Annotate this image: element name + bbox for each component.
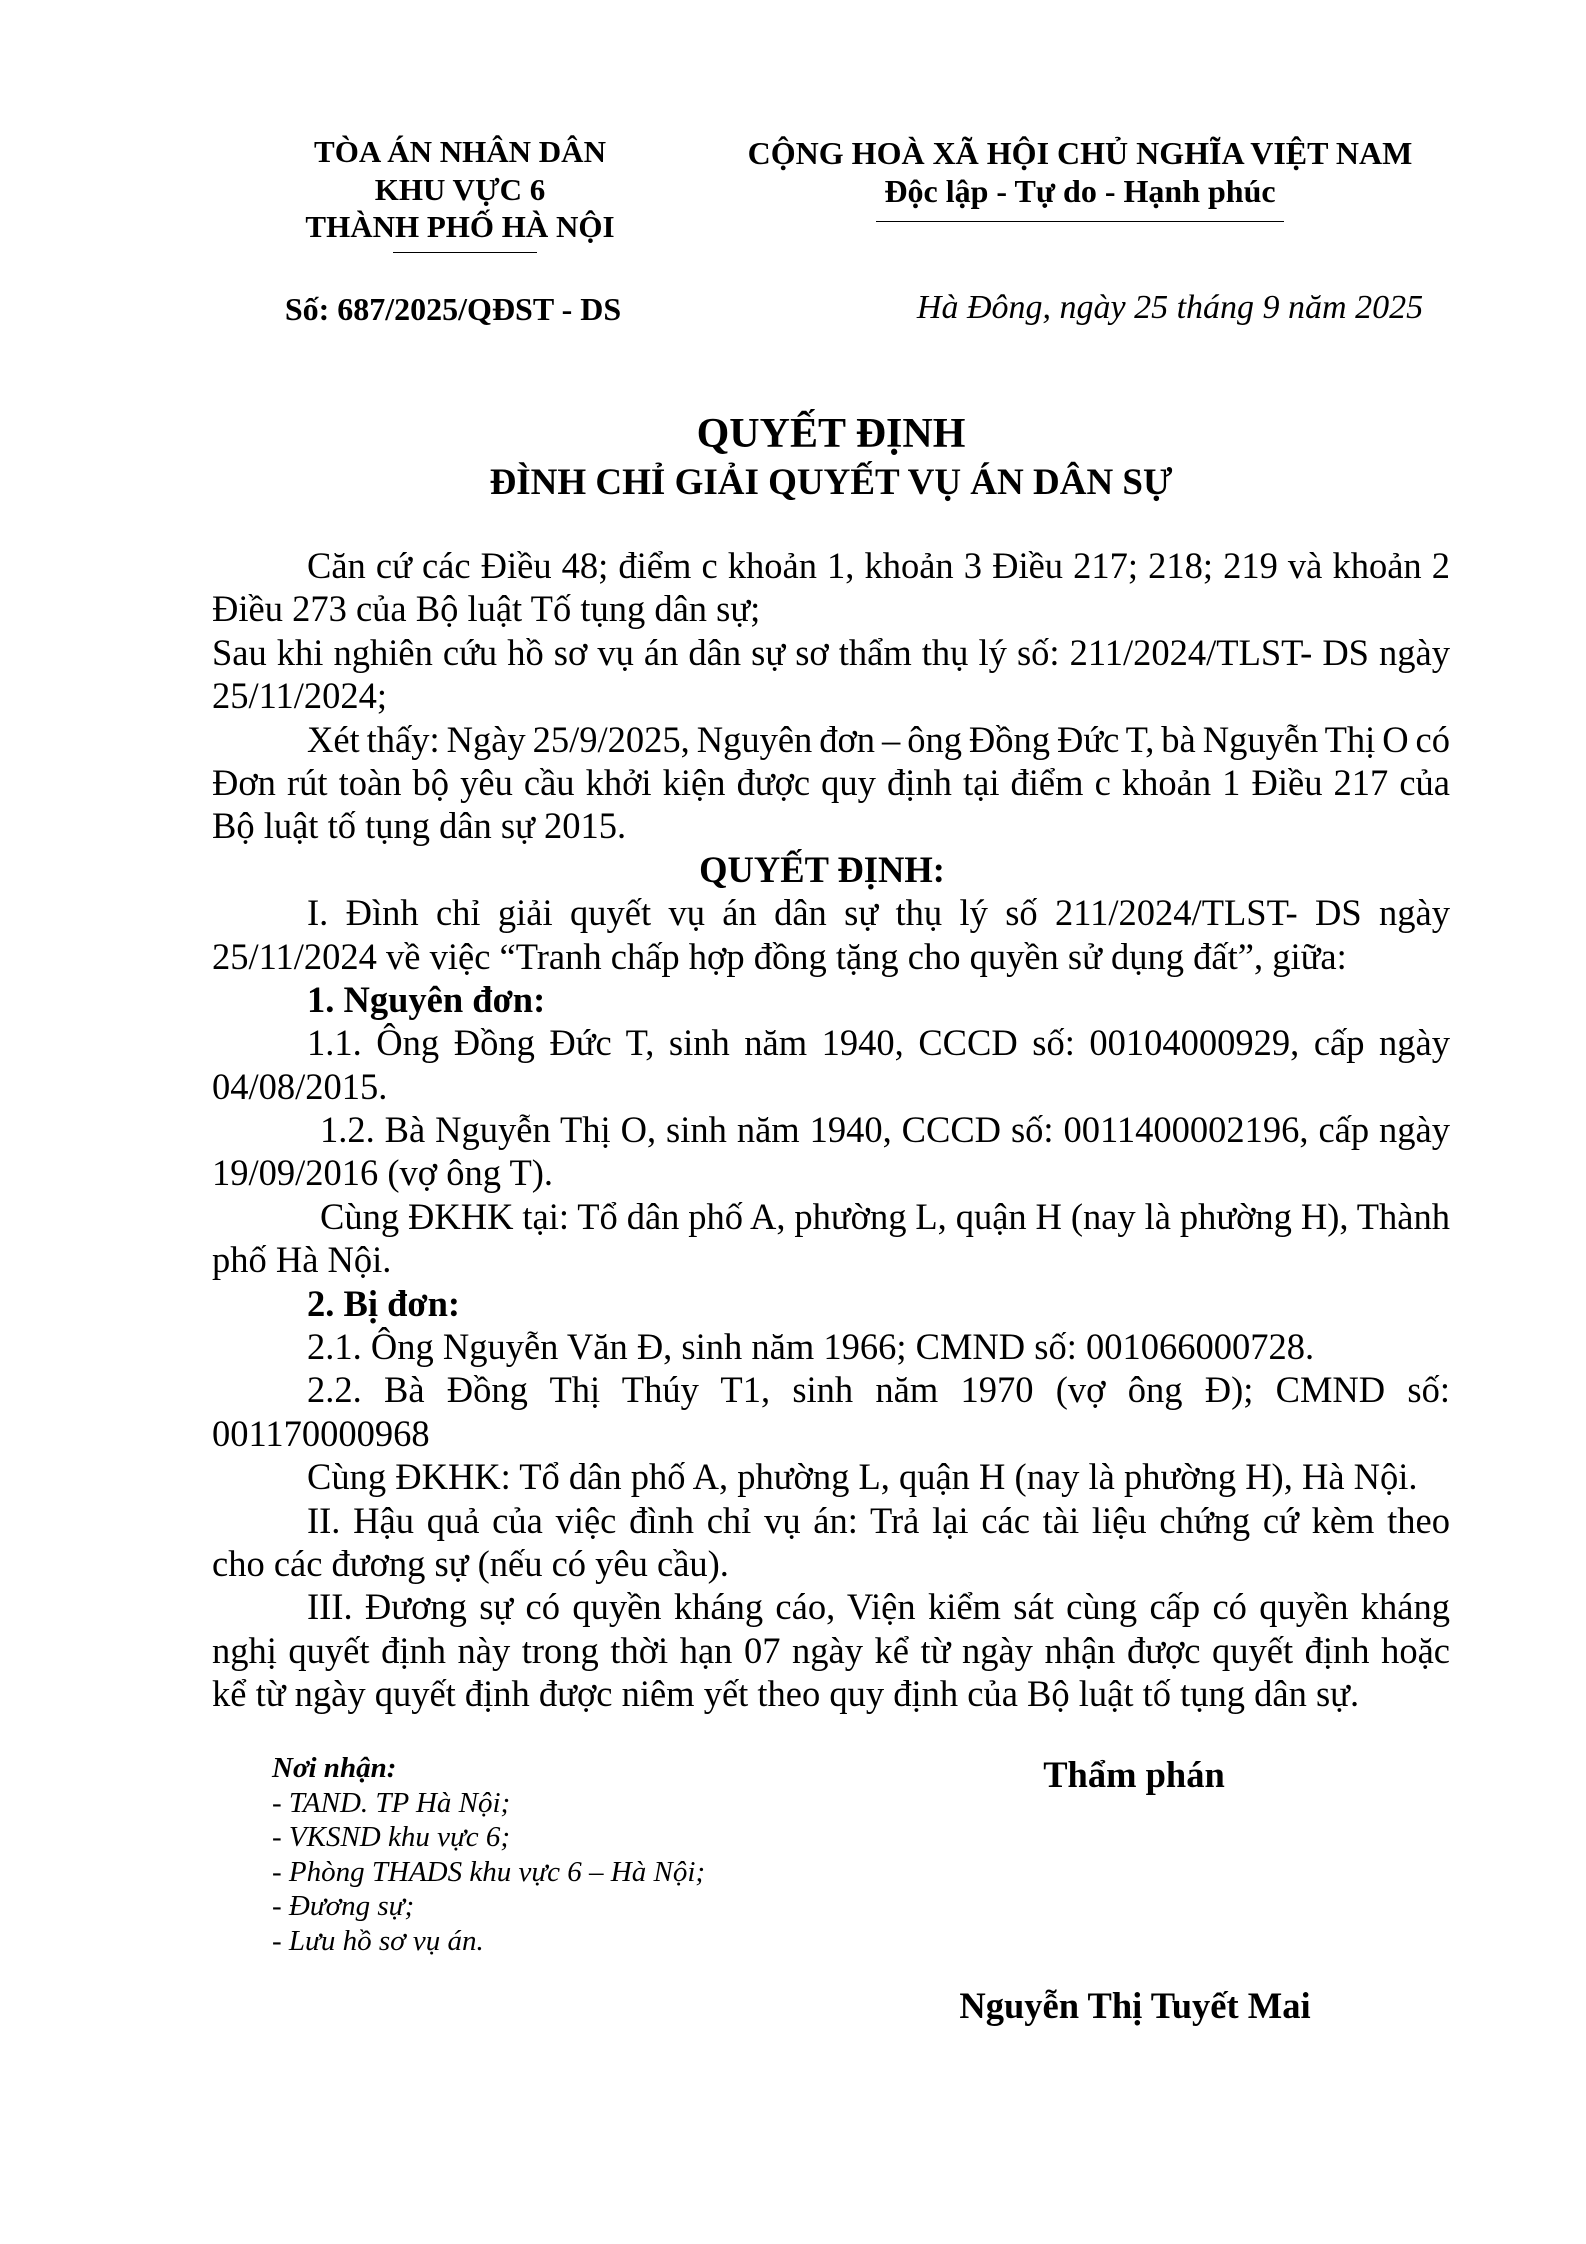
body-line — [212, 544, 1450, 587]
body-line-text: 2.2. Bà Đồng Thị Thúy T1, sinh năm 1970 (vợ ông Đ); CMND số: — [307, 1369, 1450, 1411]
body-line — [212, 1412, 1450, 1455]
national-motto: Độc lập - Tự do - Hạnh phúc — [884, 173, 1276, 209]
motto-underline-divider — [876, 221, 1284, 222]
place-and-date: Hà Đông, ngày 25 tháng 9 năm 2025 — [916, 289, 1424, 326]
body-line-text: 25/11/2024; — [212, 675, 388, 717]
court-name-line: TÒA ÁN NHÂN DÂN — [314, 134, 606, 169]
body-line-text: kể từ ngày quyết định được niêm yết theo quy định của Bộ luật tố tụng dân sự. — [212, 1673, 1360, 1715]
body-line-text: 1.1. Ông Đồng Đức T, sinh năm 1940, CCCD số: 00104000929, cấp ngày — [307, 1022, 1450, 1064]
body-line-text: 2.1. Ông Nguyễn Văn Đ, sinh năm 1966; CMND số: 001066000728. — [307, 1326, 1315, 1368]
body-line — [212, 1499, 1450, 1542]
body-line — [212, 1585, 1450, 1628]
body-line — [212, 1672, 1450, 1715]
body-line — [212, 1195, 1450, 1238]
signer-name: Nguyễn Thị Tuyết Mai — [959, 1985, 1311, 2026]
signer-title: Thẩm phán — [1043, 1754, 1225, 1795]
body-line — [212, 631, 1450, 674]
court-underline-divider — [393, 252, 537, 253]
court-city-line: THÀNH PHỐ HÀ NỘI — [305, 209, 615, 244]
body-line-text: 1.2. Bà Nguyễn Thị O, sinh năm 1940, CCCD số: 0011400002196, cấp ngày — [320, 1109, 1450, 1151]
recipients-label: Nơi nhận: — [272, 1752, 397, 1784]
body-line — [212, 804, 1450, 847]
body-line — [212, 761, 1450, 804]
body-line-text: 19/09/2016 (vợ ông T). — [212, 1152, 554, 1194]
document-number: Số: 687/2025/QĐST - DS — [284, 291, 622, 327]
body-line-text: Căn cứ các Điều 48; điểm c khoản 1, khoản 3 Điều 217; 218; 219 và khoản 2 — [307, 545, 1450, 586]
court-region-line: KHU VỰC 6 — [374, 171, 546, 207]
plaintiff-heading-text: 1. Nguyên đơn: — [307, 978, 546, 1020]
document-body — [212, 544, 1450, 1716]
body-line-text: Cùng ĐKHK: Tổ dân phố A, phường L, quận H (nay là phường H), Hà Nội. — [307, 1456, 1418, 1498]
document-subtitle: ĐÌNH CHỈ GIẢI QUYẾT VỤ ÁN DÂN SỰ — [489, 462, 1173, 503]
body-line-text: cho các đương sự (nếu có yêu cầu). — [212, 1542, 729, 1584]
body-line-text: Điều 273 của Bộ luật Tố tụng dân sự; — [212, 588, 761, 630]
body-line — [212, 1065, 1450, 1108]
body-line — [212, 935, 1450, 978]
body-line — [212, 1542, 1450, 1585]
body-line — [212, 1151, 1450, 1194]
recipient-item: - Đương sự; — [272, 1890, 415, 1923]
court-name-block — [280, 133, 640, 246]
country-name: CỘNG HOÀ XÃ HỘI CHỦ NGHĨA VIỆT NAM — [747, 135, 1413, 171]
body-line-text: Cùng ĐKHK tại: Tổ dân phố A, phường L, quận H (nay là phường H), Thành — [320, 1195, 1450, 1237]
body-line-text: II. Hậu quả của việc đình chỉ vụ án: Trả lại các tài liệu chứng cứ kèm theo — [307, 1499, 1450, 1541]
body-line-text: Bộ luật tố tụng dân sự 2015. — [212, 805, 627, 847]
document-title: QUYẾT ĐỊNH — [696, 411, 966, 457]
recipient-item: - Phòng THADS khu vực 6 – Hà Nội; — [272, 1855, 706, 1888]
body-line-text: Sau khi nghiên cứu hồ sơ vụ án dân sự sơ thẩm thụ lý số: 211/2024/TLST- DS ngày — [212, 631, 1450, 673]
body-line — [212, 718, 1450, 761]
recipient-item: - VKSND khu vực 6; — [272, 1821, 511, 1854]
body-line-text: 25/11/2024 về việc “Tranh chấp hợp đồng tặng cho quyền sử dụng đất”, giữa: — [212, 935, 1347, 977]
body-line — [212, 1021, 1450, 1064]
body-line-text: Đơn rút toàn bộ yêu cầu khởi kiện được quy định tại điểm c khoản 1 Điều 217 của — [212, 761, 1450, 803]
national-header-block — [720, 134, 1440, 210]
body-line-text: 001170000968 — [212, 1412, 430, 1454]
defendant-heading-text: 2. Bị đơn: — [307, 1282, 461, 1324]
body-line-text: Xét thấy: Ngày 25/9/2025, Nguyên đơn – ông Đồng Đức T, bà Nguyễn Thị O có — [307, 718, 1450, 760]
body-line — [212, 1455, 1450, 1498]
recipients-list — [272, 1751, 832, 1959]
recipient-item: - TAND. TP Hà Nội; — [272, 1786, 511, 1819]
body-line-text: nghị quyết định này trong thời hạn 07 ngày kể từ ngày nhận được quyết định hoặc — [212, 1629, 1450, 1671]
body-line — [212, 1108, 1450, 1151]
body-line — [212, 587, 1450, 630]
recipient-item: - Lưu hồ sơ vụ án. — [272, 1924, 484, 1957]
body-line-text: phố Hà Nội. — [212, 1239, 392, 1281]
body-line — [212, 674, 1450, 717]
body-line — [212, 1325, 1450, 1368]
body-line — [212, 891, 1450, 934]
body-line-text: 04/08/2015. — [212, 1065, 388, 1107]
decision-heading — [212, 848, 1450, 891]
plaintiff-heading — [212, 978, 1450, 1021]
defendant-heading — [212, 1282, 1450, 1325]
decision-heading-text: QUYẾT ĐỊNH: — [699, 848, 945, 890]
body-line-text: III. Đương sự có quyền kháng cáo, Viện kiểm sát cùng cấp có quyền kháng — [307, 1586, 1450, 1628]
body-line — [212, 1238, 1450, 1281]
body-line — [212, 1368, 1450, 1411]
body-line-text: I. Đình chỉ giải quyết vụ án dân sự thụ lý số 211/2024/TLST- DS ngày — [307, 892, 1450, 934]
body-line — [212, 1629, 1450, 1672]
